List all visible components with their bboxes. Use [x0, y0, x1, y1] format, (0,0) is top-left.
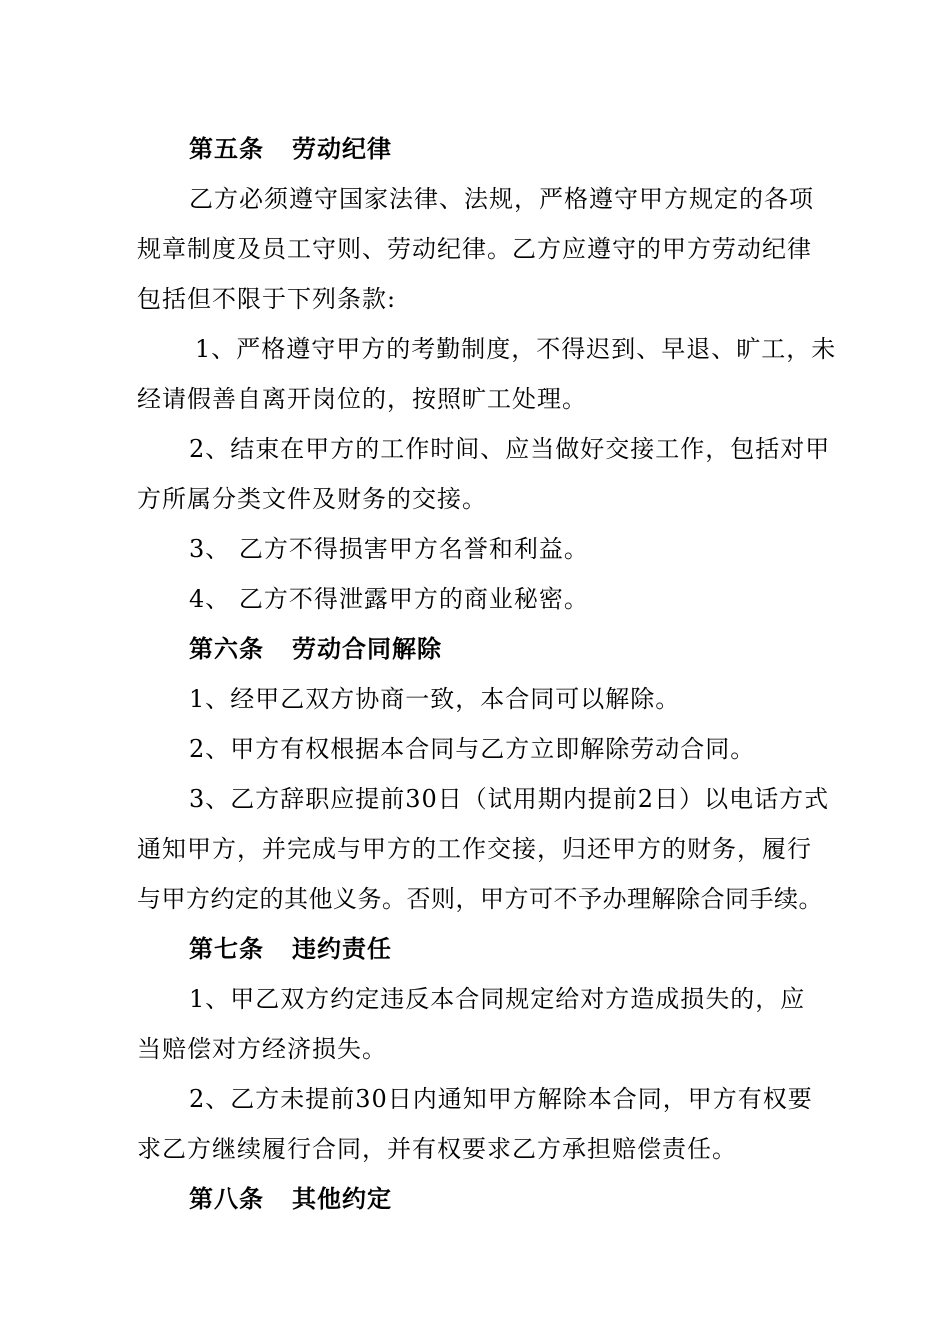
heading-number: 第八条 [189, 1184, 264, 1213]
paragraph-line: 通知甲方，并完成与甲方的工作交接，归还甲方的财务，履行 [137, 835, 812, 863]
paragraph-line: 3、乙方辞职应提前30日（试用期内提前2日）以电话方式 [189, 785, 830, 813]
section-heading-8 [137, 1174, 817, 1224]
section-heading-5 [137, 124, 817, 174]
section-heading-7 [137, 924, 817, 974]
document-page [137, 124, 837, 1224]
paragraph-line: 方所属分类文件及财务的交接。 [137, 485, 487, 513]
paragraph-line: 2、结束在甲方的工作时间、应当做好交接工作，包括对甲 [189, 435, 831, 463]
paragraph-line: 规章制度及员工守则、劳动纪律。乙方应遵守的甲方劳动纪律 [137, 235, 812, 263]
paragraph-line: 与甲方约定的其他义务。否则，甲方可不予办理解除合同手续。 [137, 885, 823, 913]
paragraph-line: 2、甲方有权根据本合同与乙方立即解除劳动合同。 [189, 735, 756, 763]
paragraph-line: 乙方必须遵守国家法律、法规，严格遵守甲方规定的各项 [189, 185, 814, 213]
paragraph-line: 3、 乙方不得损害甲方名誉和利益。 [189, 535, 589, 563]
paragraph-line: 1、经甲乙双方协商一致，本合同可以解除。 [189, 685, 681, 713]
heading-number: 第六条 [189, 634, 264, 663]
paragraph-line: 1、严格遵守甲方的考勤制度，不得迟到、早退、旷工，未 [195, 335, 837, 363]
paragraph-line: 1、甲乙双方约定违反本合同规定给对方造成损失的，应 [189, 985, 806, 1013]
paragraph-line: 包括但不限于下列条款: [137, 285, 397, 313]
heading-number: 第五条 [189, 134, 264, 163]
heading-title: 劳动合同解除 [292, 634, 442, 663]
heading-title: 违约责任 [292, 934, 392, 963]
paragraph-line: 求乙方继续履行合同，并有权要求乙方承担赔偿责任。 [137, 1135, 737, 1163]
heading-title: 劳动纪律 [292, 134, 392, 163]
heading-number: 第七条 [189, 934, 264, 963]
paragraph-line: 当赔偿对方经济损失。 [137, 1035, 387, 1063]
paragraph-line: 经请假善自离开岗位的，按照旷工处理。 [137, 385, 587, 413]
section-heading-6 [137, 624, 817, 674]
paragraph-line: 2、乙方未提前30日内通知甲方解除本合同，甲方有权要 [189, 1085, 813, 1113]
heading-title: 其他约定 [292, 1184, 392, 1213]
paragraph-line: 4、 乙方不得泄露甲方的商业秘密。 [189, 585, 589, 613]
